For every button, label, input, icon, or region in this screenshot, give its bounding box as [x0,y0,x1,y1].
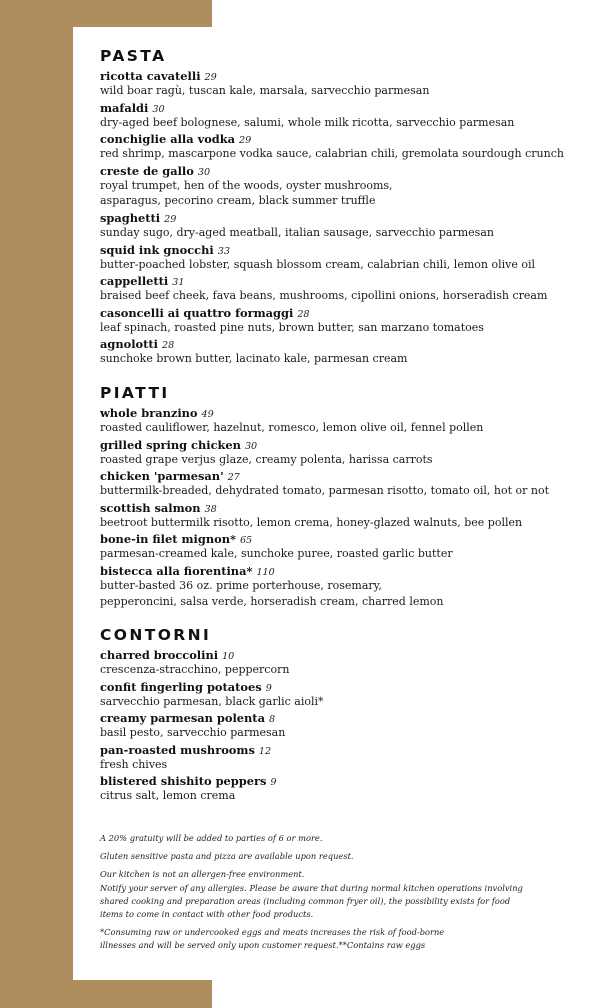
footnote-line: Gluten sensitive pasta and pizza are available upon request. [100,851,354,862]
menu-item [100,335,600,367]
menu-item [100,404,600,436]
menu-item-price: 27 [227,472,240,484]
menu-item-name: ricotta cavatelli [100,69,201,83]
menu-item [100,436,600,468]
menu-item-description: royal trumpet, hen of the woods, oyster mushrooms, [100,178,393,192]
menu-item-price: 29 [204,72,217,83]
menu-item-name: spaghetti [100,210,161,225]
menu-item [100,209,600,241]
menu-item [100,709,600,741]
menu-item-name: conchiglie alla vodka [100,132,236,147]
menu-footnotes [100,832,540,958]
menu-item-header [100,130,600,146]
menu-item-description: butter-poached lobster, squash blossom cream, calabrian chili, lemon olive oil [100,257,535,271]
menu-item-name: agnolotti [100,337,158,352]
menu-item-name: pan-roasted mushrooms [100,742,255,757]
menu-item-header [100,741,600,757]
menu-section-pasta [100,47,600,367]
menu-item-price: 29 [164,213,177,225]
menu-item-header [100,530,600,546]
menu-item-price: 49 [201,408,214,420]
menu-item-description: roasted cauliflower, hazelnut, romesco, lemon olive oil, fennel pollen [100,420,484,434]
menu-item-name: squid ink gnocchi [100,242,214,257]
menu-item-price: 28 [162,340,175,352]
menu-item-name: bone-in filet mignon* [100,532,236,547]
menu-item-name: scottish salmon [100,500,201,515]
menu-item-header [100,467,600,483]
menu-item-header [100,562,600,578]
menu-item-name: whole branzino [100,405,198,420]
menu-item-name: creamy parmesan polenta [100,711,265,726]
menu-section-piatti [100,384,600,609]
menu-item-name: charred broccolini [100,648,219,663]
menu-item-description: pepperoncini, salsa verde, horseradish cream, charred lemon [100,594,444,608]
menu-item-price: 30 [197,166,211,178]
menu-item [100,241,600,273]
menu-item-price: 29 [239,135,252,147]
menu-item-header [100,162,600,178]
menu-item-description: beetroot buttermilk risotto, lemon crema, honey-glazed walnuts, bee pollen [100,515,523,529]
section-title: PASTA [100,47,167,65]
menu-item-header [100,772,600,788]
menu-item [100,272,600,304]
menu-item-price: 30 [244,440,258,452]
menu-item-header [100,241,600,257]
menu-item-description: dry-aged beef bolognese, salumi, whole milk ricotta, sarvecchio parmesan [100,115,515,129]
menu-item-price: 9 [270,777,277,789]
menu-item-header [100,678,600,694]
menu-item-description: sunday sugo, dry-aged meatball, italian sausage, sarvecchio parmesan [100,225,494,239]
menu-item [100,162,600,209]
menu-item-description: asparagus, pecorino cream, black summer truffle [100,194,376,208]
menu-content [100,47,600,821]
menu-item [100,741,600,773]
menu-item [100,646,600,678]
menu-item-description: buttermilk-breaded, dehydrated tomato, parmesan risotto, tomato oil, hot or not [100,484,550,498]
menu-item-description: citrus salt, lemon crema [100,789,236,803]
footnote [100,850,540,863]
menu-item-description: basil pesto, sarvecchio parmesan [100,726,286,740]
menu-item-price: 10 [222,651,235,663]
menu-item [100,130,600,162]
footnote-line: Notify your server of any allergies. Please be aware that during normal kitchen operations involving [100,882,523,893]
menu-item-price: 33 [217,245,230,257]
menu-item-description: sunchoke brown butter, lacinato kale, parmesan cream [100,352,408,366]
menu-item-header [100,404,600,420]
menu-item-description: crescenza-stracchino, peppercorn [100,663,290,677]
menu-item-name: creste de gallo [100,163,194,178]
menu-item [100,67,600,99]
footnote-line: Our kitchen is not an allergen-free environment. [100,869,305,880]
menu-item-description: roasted grape verjus glaze, creamy polenta, harissa carrots [100,452,433,466]
menu-item-description: braised beef cheek, fava beans, mushrooms, cipollini onions, horseradish cream [100,289,548,303]
footnote-line: *Consuming raw or undercooked eggs and meats increases the risk of food-borne [100,927,445,938]
menu-item-name: mafaldi [100,100,149,115]
menu-item [100,530,600,562]
menu-item-name: cappelletti [100,274,169,289]
menu-item-header [100,304,600,320]
menu-item-header [100,436,600,452]
menu-item-price: 110 [256,566,275,578]
menu-item-price: 65 [239,535,253,547]
menu-item-header [100,272,600,288]
menu-item-name: bistecca alla fiorentina* [100,563,253,578]
menu-item [100,99,600,131]
footnote [100,832,540,845]
menu-item-header [100,335,600,351]
menu-item-price: 31 [172,277,185,289]
footnote-line: items to come in contact with other food products. [100,909,314,920]
menu-item-price: 30 [152,103,165,115]
menu-item-header [100,646,600,662]
menu-item [100,772,600,804]
menu-item-description: sarvecchio parmesan, black garlic aioli* [100,694,324,708]
menu-item [100,304,600,336]
footnote [100,868,540,921]
menu-item [100,562,600,609]
menu-item-description: butter-basted 36 oz. prime porterhouse, rosemary, [100,578,382,592]
footnote [100,926,540,952]
footnote-line: shared cooking and preparation areas (including common fryer oil), the possibility exists for food [100,895,511,906]
menu-item-price: 38 [204,503,217,515]
footnote-line: illnesses and will be served only upon customer request.**Contains raw eggs [100,940,426,951]
menu-item-description: fresh chives [100,757,168,771]
menu-item-name: confit fingerling potatoes [100,679,262,694]
menu-item-price: 9 [265,682,272,694]
menu-item [100,499,600,531]
section-title: PIATTI [100,383,170,402]
menu-section-contorni [100,626,600,804]
menu-item-header [100,67,600,83]
menu-item-header [100,709,600,725]
menu-item-description: red shrimp, mascarpone vodka sauce, calabrian chili, gremolata sourdough crunch [100,147,564,161]
menu-item-header [100,209,600,225]
footnote-line: A 20% gratuity will be added to parties of 6 or more. [100,833,323,843]
menu-item-description: leaf spinach, roasted pine nuts, brown butter, san marzano tomatoes [100,320,484,334]
menu-item-header [100,499,600,515]
menu-item-price: 8 [268,714,276,726]
menu-item-description: wild boar ragù, tuscan kale, marsala, sarvecchio parmesan [100,84,430,97]
menu-item [100,678,600,710]
menu-item-price: 12 [258,745,272,757]
menu-item [100,467,600,499]
menu-item-description: parmesan-creamed kale, sunchoke puree, roasted garlic butter [100,547,453,561]
menu-item-name: blistered shishito peppers [100,774,267,789]
menu-item-header [100,99,600,115]
menu-item-name: chicken 'parmesan' [100,469,224,484]
section-title: CONTORNI [100,626,212,645]
menu-item-price: 28 [297,308,310,320]
menu-item-name: grilled spring chicken [100,437,241,452]
menu-item-name: casoncelli ai quattro formaggi [100,305,294,320]
